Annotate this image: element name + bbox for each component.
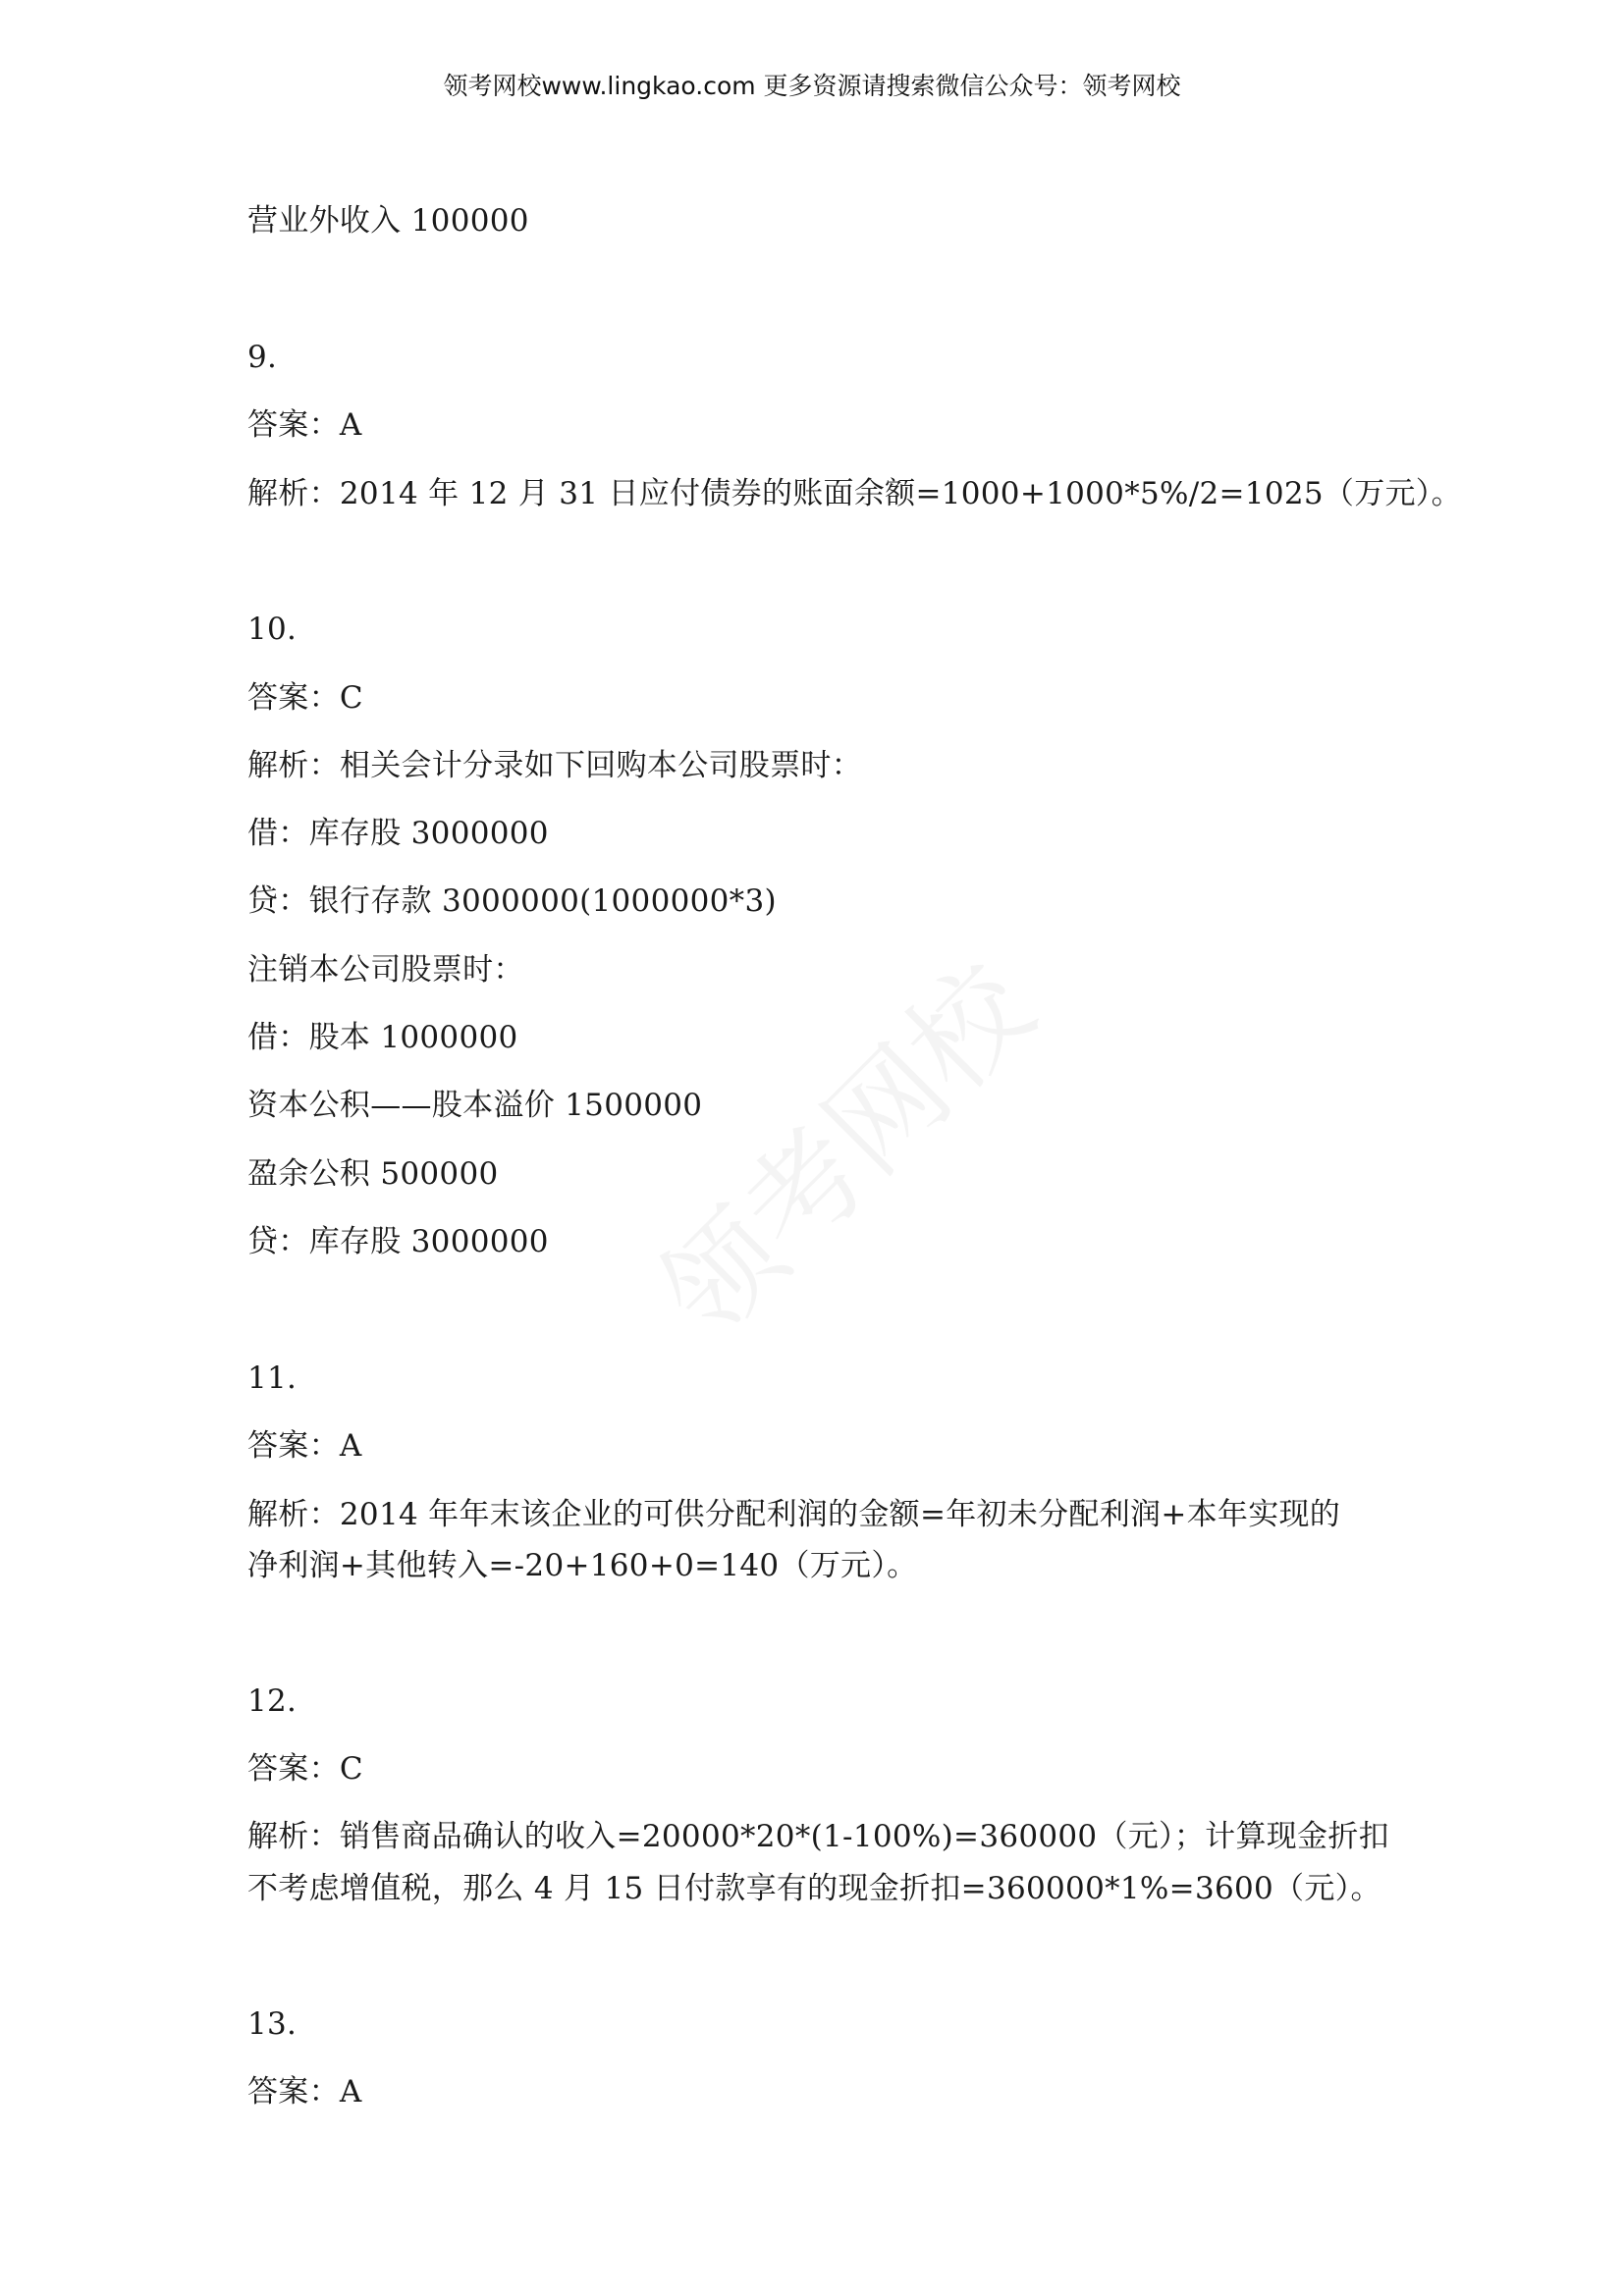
analysis-line: 解析：2014 年 12 月 31 日应付债券的账面余额=1000+1000*5%/2=1025（万元）。 — [247, 476, 1462, 511]
page-header: 领考网校www.lingkao.com 更多资源请搜索微信公众号：领考网校 — [443, 72, 1181, 100]
entry-line: 盈余公积 500000 — [247, 1156, 499, 1192]
entry-line: 营业外收入 100000 — [247, 203, 529, 239]
question-number: 11. — [247, 1361, 298, 1396]
entry-line: 资本公积——股本溢价 1500000 — [247, 1088, 703, 1123]
question-number: 10. — [247, 612, 298, 647]
answer-line: 答案：A — [247, 2074, 362, 2109]
analysis-line: 不考虑增值税，那么 4 月 15 日付款享有的现金折扣=360000*1%=3600（元）。 — [247, 1871, 1381, 1906]
question-number: 9. — [247, 340, 278, 375]
analysis-line: 解析：2014 年年末该企业的可供分配利润的金额=年初未分配利润+本年实现的 — [247, 1497, 1341, 1532]
analysis-line: 解析：相关会计分录如下回购本公司股票时： — [247, 748, 862, 783]
entry-line: 注销本公司股票时： — [247, 952, 524, 988]
answer-line: 答案：C — [247, 1751, 363, 1787]
answer-line: 答案：A — [247, 1428, 362, 1464]
entry-line: 借：股本 1000000 — [247, 1020, 518, 1055]
entry-line: 贷：库存股 3000000 — [247, 1224, 549, 1259]
answer-line: 答案：C — [247, 680, 363, 716]
question-number: 12. — [247, 1683, 298, 1719]
entry-line: 贷：银行存款 3000000(1000000*3) — [247, 883, 777, 919]
question-number: 13. — [247, 2006, 298, 2042]
answer-line: 答案：A — [247, 407, 362, 443]
analysis-line: 解析：销售商品确认的收入=20000*20*(1-100%)=360000（元）；计算现金折扣 — [247, 1819, 1389, 1854]
analysis-line: 净利润+其他转入=-20+160+0=140（万元）。 — [247, 1548, 918, 1583]
entry-line: 借：库存股 3000000 — [247, 816, 549, 851]
